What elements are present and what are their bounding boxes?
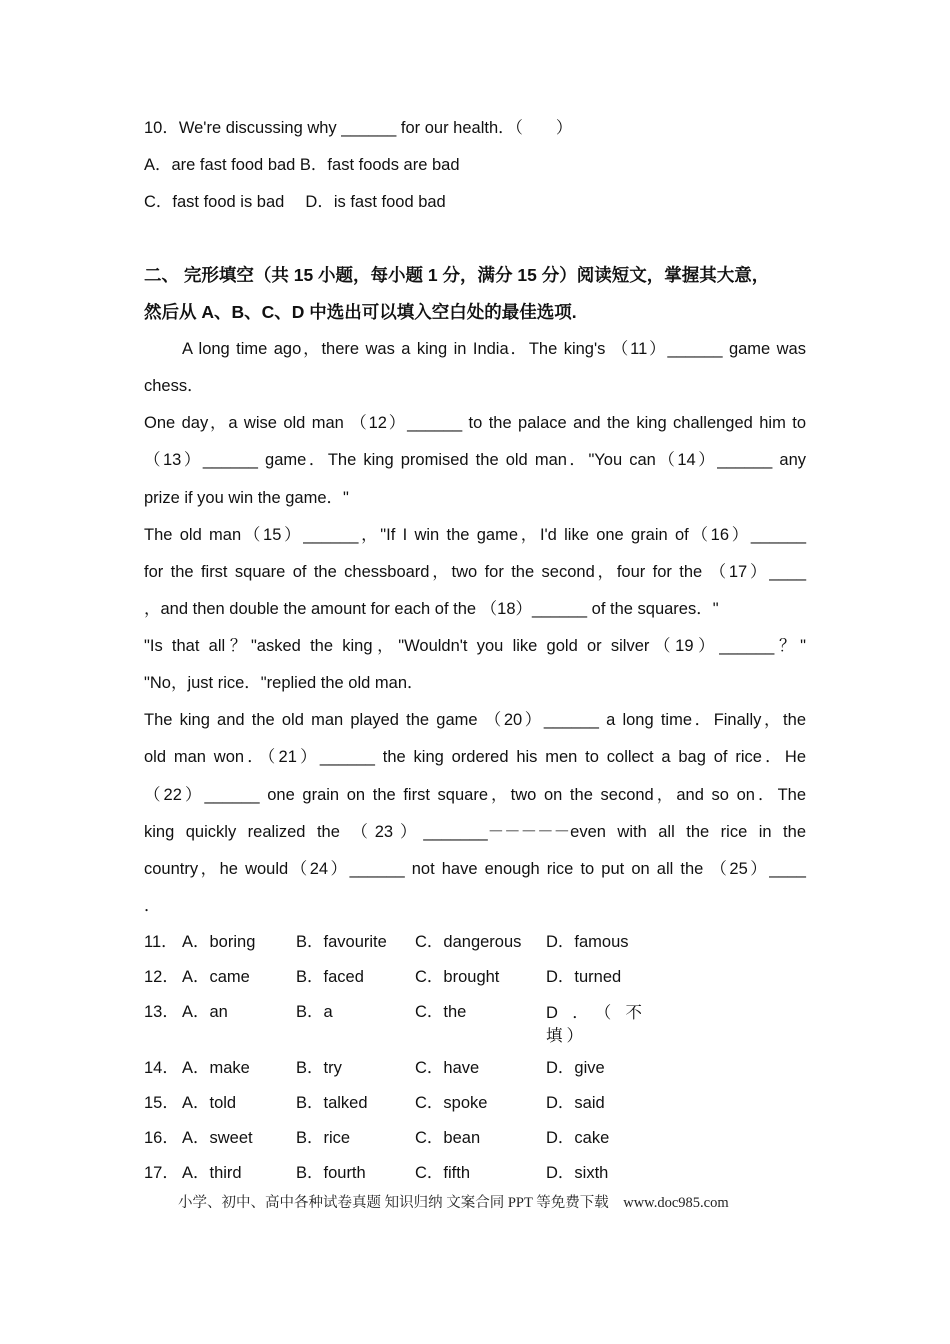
option-number: 17． — [144, 1164, 179, 1182]
option-a: A．make — [182, 1059, 250, 1077]
option-d: D．famous — [546, 933, 629, 951]
option-b: B．rice — [296, 1129, 351, 1147]
section-2-heading-line-1: 二、 完形填空（共 15 小题，每小题 1 分，满分 15 分）阅读短文，掌握其大意， — [144, 265, 770, 285]
passage-line: ，and then double the amount for each of the （18）______ of the squares．" — [144, 600, 719, 618]
option-b: B．talked — [296, 1094, 368, 1112]
passage-line: A long time ago，there was a king in India．The king's （11）______ game was — [182, 340, 806, 358]
option-number: 14． — [144, 1059, 179, 1077]
option-d: D．give — [546, 1059, 605, 1077]
passage-line: "Is that all？"asked the king，"Wouldn't you like gold or silver（19）______？" — [144, 637, 806, 655]
passage-line: king quickly realized the （23）_______－－－－－even with all the rice in the — [144, 823, 806, 841]
option-c: C．have — [415, 1059, 480, 1077]
option-b: B．favourite — [296, 933, 387, 951]
passage-line: （22）______ one grain on the first square，two on the second，and so on．The — [144, 786, 806, 804]
passage-line: （13）______ game．The king promised the old man．"You can（14）______ any — [144, 451, 806, 469]
option-c: C．fifth — [415, 1164, 471, 1182]
option-number: 11． — [144, 933, 178, 951]
option-number: 12． — [144, 968, 179, 986]
passage-line: for the first square of the chessboard，two for the second，four for the （17）____ — [144, 563, 806, 581]
option-b: B．a — [296, 1003, 333, 1021]
option-b: B．faced — [296, 968, 364, 986]
option-d: D．cake — [546, 1129, 610, 1147]
option-a: A．an — [182, 1003, 228, 1021]
option-c: C．dangerous — [415, 933, 522, 951]
option-d: D．（不填） — [546, 1004, 646, 1045]
passage-line: country，he would（24）______ not have enough rice to put on all the （25）____ — [144, 860, 806, 878]
option-a: A．boring — [182, 933, 256, 951]
passage-line: The king and the old man played the game （20）______ a long time．Finally，the — [144, 711, 806, 729]
section-2-heading-line-2: 然后从 A、B、C、D 中选出可以填入空白处的最佳选项. — [144, 302, 577, 322]
question-10-stem: 10．We're discussing why ______ for our health．（ ） — [144, 119, 573, 137]
option-c: C．the — [415, 1003, 467, 1021]
option-a: A．sweet — [182, 1129, 253, 1147]
option-number: 13． — [144, 1003, 179, 1021]
page-footer: 小学、初中、高中各种试卷真题 知识归纳 文案合同 PPT 等免费下载 www.doc985.com — [178, 1195, 729, 1211]
option-d: D．said — [546, 1094, 605, 1112]
option-number: 16． — [144, 1129, 179, 1147]
question-10-options-cd: C．fast food is bad D．is fast food bad — [144, 193, 446, 211]
option-a: A．third — [182, 1164, 242, 1182]
option-b: B．fourth — [296, 1164, 366, 1182]
passage-line: chess． — [144, 377, 204, 395]
option-c: C．brought — [415, 968, 500, 986]
option-a: A．came — [182, 968, 250, 986]
passage-line: old man won．（21）______ the king ordered his men to collect a bag of rice．He — [144, 748, 806, 766]
option-c: C．bean — [415, 1129, 481, 1147]
option-d: D．turned — [546, 968, 622, 986]
passage-line: One day，a wise old man （12）______ to the palace and the king challenged him to — [144, 414, 806, 432]
option-d: D．sixth — [546, 1164, 609, 1182]
option-c: C．spoke — [415, 1094, 488, 1112]
option-a: A．told — [182, 1094, 237, 1112]
option-b: B．try — [296, 1059, 342, 1077]
passage-line: The old man（15）______，"If I win the game，I'd like one grain of（16）______ — [144, 526, 806, 544]
option-number: 15． — [144, 1094, 179, 1112]
question-10-options-ab: A．are fast food bad B．fast foods are bad — [144, 156, 460, 174]
passage-line: prize if you win the game．" — [144, 489, 349, 507]
passage-line: ． — [144, 897, 161, 915]
passage-line: "No，just rice．"replied the old man． — [144, 674, 424, 692]
